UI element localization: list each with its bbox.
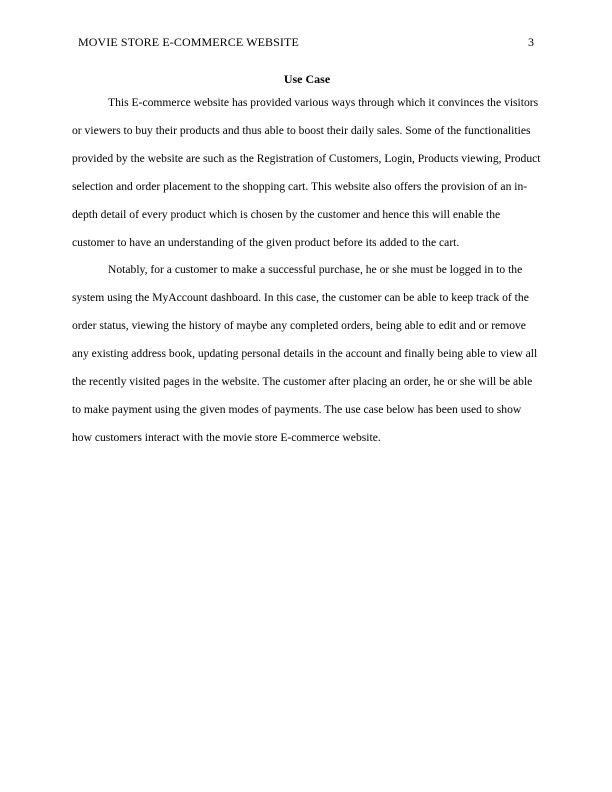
section-title: Use Case: [283, 72, 331, 86]
page-number: 3: [528, 35, 534, 49]
paragraph-purchase: Notably, for a customer to make a successful purchase, he or she must be logged in to the system using the MyAccount dashboard. In this case, the customer can be able to keep track of the order status, viewing the history of maybe any completed orders, being able to edit and or remove any existing address book, updating personal details in the account and finally being able to view all the recently visited pages in the website. The customer after placing an order, he or she will be able to make payment using the given modes of payments. The use case below has been used to show how customers interact with the movie store E-commerce website.: [72, 263, 538, 444]
running-head: MOVIE STORE E-COMMERCE WEBSITE: [78, 35, 299, 49]
paragraph-intro: This E-commerce website has provided various ways through which it convinces the visitors or viewers to buy their products and thus able to boost their daily sales. Some of the functionalities provided by the website are such as the Registration of Customers, Login, Products viewing, Product selection and order placement to the shopping cart. This website also offers the provision of an in-depth detail of every product which is chosen by the customer and hence this will enable the customer to have an understanding of the given product before its added to the cart.: [72, 96, 541, 249]
body-content: [72, 69, 542, 452]
